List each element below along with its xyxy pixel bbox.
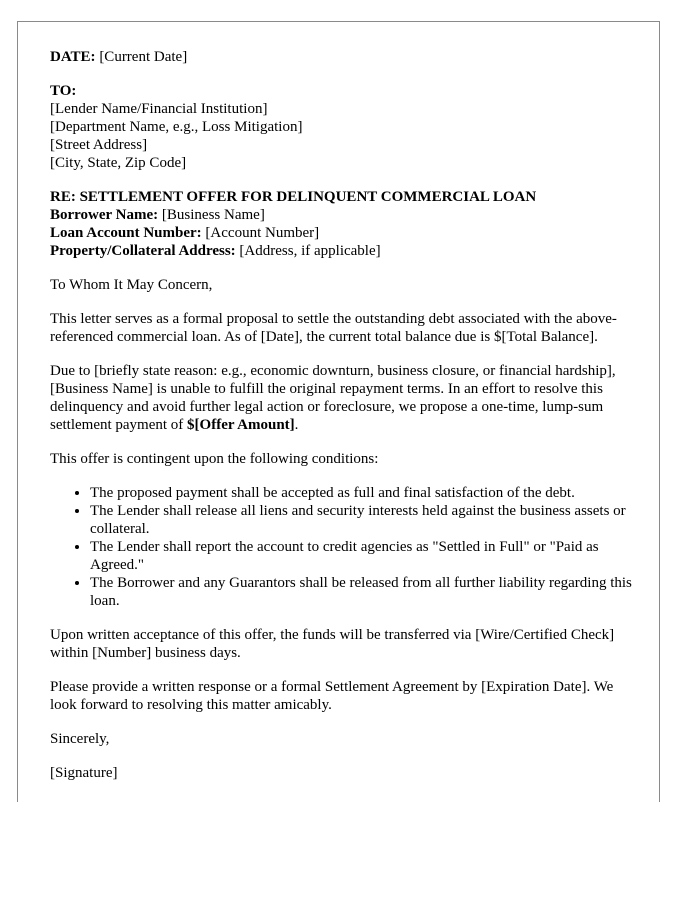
offer-amount: $[Offer Amount] <box>187 417 295 433</box>
condition-item: • The Lender shall release all liens and security interests held against the business assets or collateral. <box>90 502 640 538</box>
paragraph-offer <box>50 362 640 434</box>
recipient-line: [Department Name, e.g., Loss Mitigation] <box>50 119 303 135</box>
reference-block <box>50 188 640 260</box>
account-value: [Account Number] <box>201 225 320 241</box>
property-value: [Address, if applicable] <box>235 243 381 259</box>
date-label: DATE: <box>50 49 96 65</box>
recipient-line: [Lender Name/Financial Institution] <box>50 101 268 117</box>
closing: Sincerely, <box>50 731 110 747</box>
letter-body <box>50 48 640 798</box>
date-line <box>50 48 640 66</box>
property-label: Property/Collateral Address: <box>50 243 236 259</box>
recipient-line: [City, State, Zip Code] <box>50 155 187 171</box>
condition-item: • The Borrower and any Guarantors shall be released from all further liability regarding this loan. <box>90 574 640 610</box>
offer-text: Due to [briefly state reason: e.g., economic downturn, business closure, or financial hardship], [Business Name] is unable to fulfill the original repayment terms. In an effort to resolve this delinquency and avoid further legal action or foreclosure, we propose a one-time, lump-sum settlement payment of <box>50 363 616 433</box>
paragraph-response: Please provide a written response or a formal Settlement Agreement by [Expiration Date]. We look forward to resolving this matter amicably. <box>50 679 614 713</box>
paragraph-transfer: Upon written acceptance of this offer, the funds will be transferred via [Wire/Certified Check] within [Number] business days. <box>50 627 615 661</box>
recipient-block <box>50 82 640 172</box>
offer-text-end: . <box>294 417 299 433</box>
subject-line: RE: SETTLEMENT OFFER FOR DELINQUENT COMMERCIAL LOAN <box>50 189 537 205</box>
account-line <box>50 224 640 242</box>
property-line <box>50 242 640 260</box>
borrower-value: [Business Name] <box>158 207 265 223</box>
condition-item: • The Lender shall report the account to credit agencies as "Settled in Full" or "Paid as Agreed." <box>90 538 640 574</box>
conditions-list <box>50 484 640 610</box>
condition-item: • The proposed payment shall be accepted as full and final satisfaction of the debt. <box>90 484 640 502</box>
date-value: [Current Date] <box>95 49 188 65</box>
paragraph-balance: This letter serves as a formal proposal to settle the outstanding debt associated with the above-referenced commercial loan. As of [Date], the current total balance due is $[Total Balance]. <box>50 311 617 345</box>
borrower-label: Borrower Name: <box>50 207 159 223</box>
signature: [Signature] <box>50 765 118 781</box>
account-label: Loan Account Number: <box>50 225 202 241</box>
salutation: To Whom It May Concern, <box>50 277 213 293</box>
recipient-line: [Street Address] <box>50 137 148 153</box>
to-label: TO: <box>50 83 77 99</box>
letter-page <box>17 21 660 802</box>
borrower-line <box>50 206 640 224</box>
conditions-intro: This offer is contingent upon the following conditions: <box>50 451 379 467</box>
